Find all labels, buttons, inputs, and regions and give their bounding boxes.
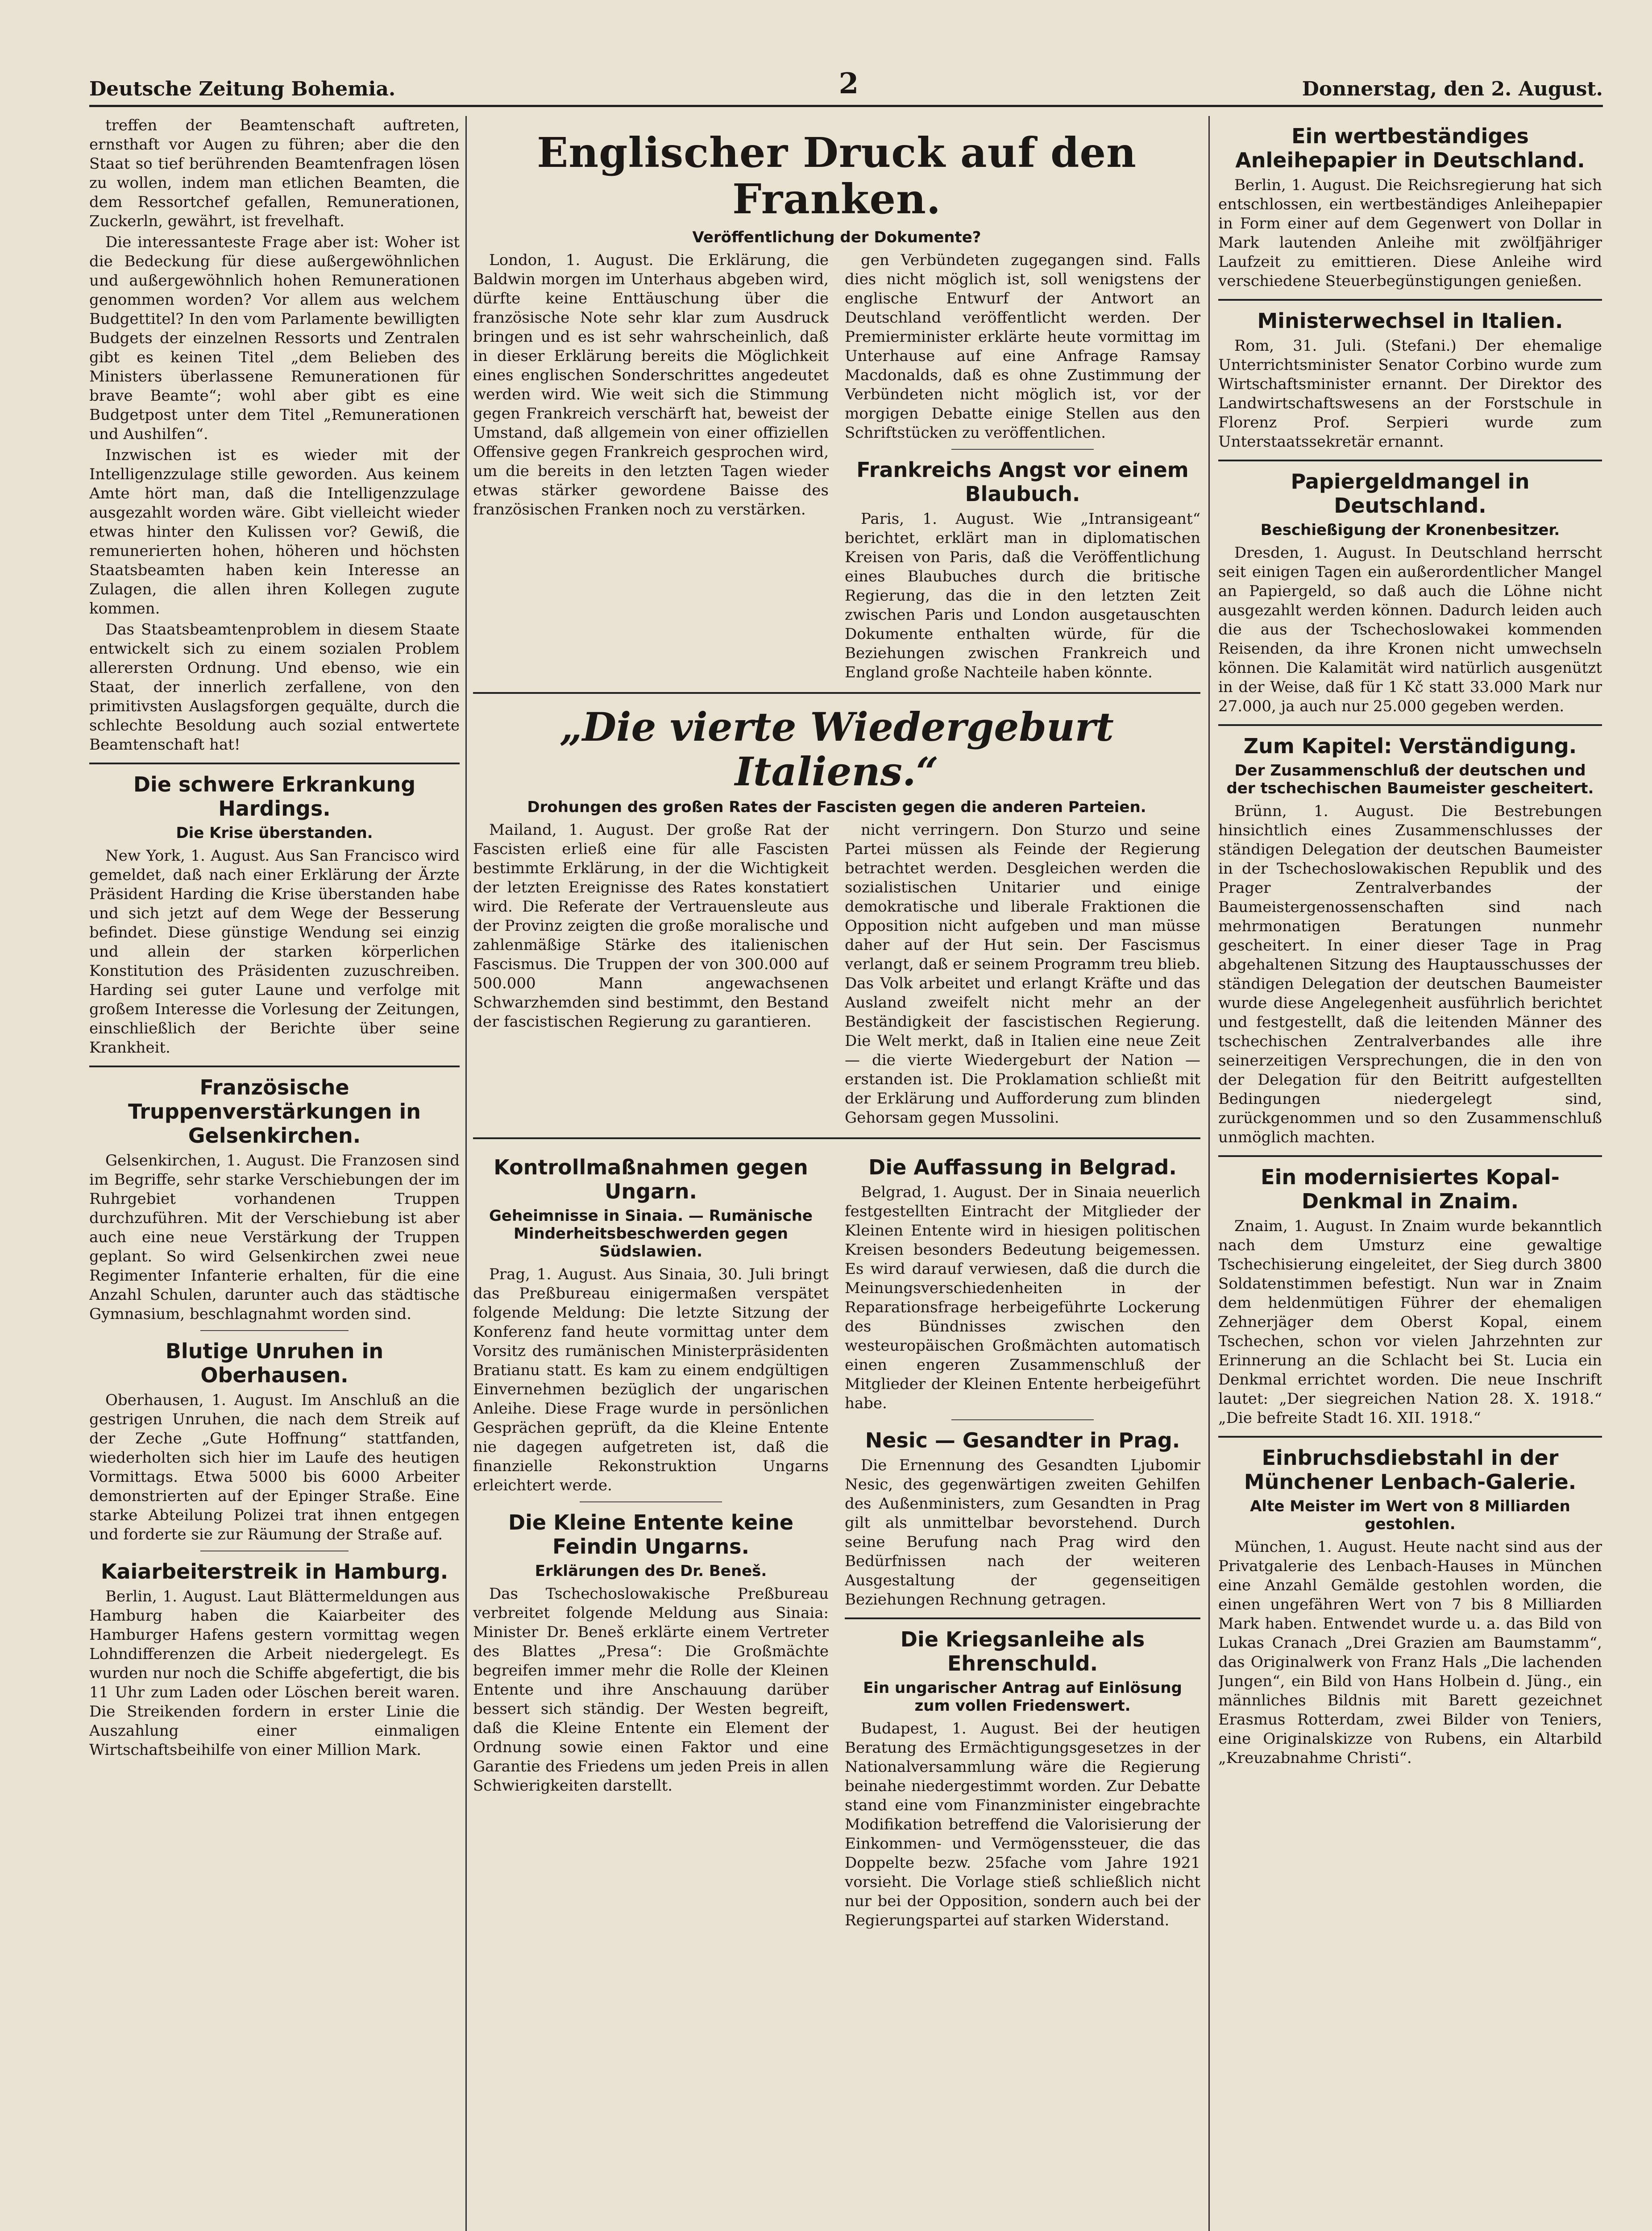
headline-belgrad: Die Auffassung in Belgrad. bbox=[868, 1155, 1177, 1179]
article-column bbox=[473, 821, 829, 1129]
headline-blaubuch: Frankreichs Angst vor einem Blaubuch. bbox=[856, 458, 1189, 506]
subheadline: Drohungen des großen Rates der Fascisten gegen die anderen Parteien. bbox=[527, 798, 1146, 816]
article-divider bbox=[1218, 724, 1602, 726]
article-text: Das Staatsbeamtenproblem in diesem Staate entwickelt sich zu einem sozialen Problem allerersten Ordnung. Und ebenso, wie ein Staat, der innerlich zerfallene, von den primitivsten Auslagsforgen gequälte, durch die schlechte Besoldung auch sozial entwertete Beamtenschaft hat! bbox=[89, 621, 460, 754]
newspaper-name: Deutsche Zeitung Bohemia. bbox=[89, 78, 396, 100]
article-divider bbox=[951, 1419, 1094, 1420]
article-divider bbox=[1218, 1436, 1602, 1438]
article-text: nicht verringern. Don Sturzo und seine Partei müssen als Feinde der Regierung betrachtet werden. Desgleichen werden die sozialistischen Unitarier und einige demokratische und liberale Fraktionen die Opposition nicht aufgeben und man müsse daher auf der Hut sein. Der Fascismus verlangt, daß er seinem Programm treu blieb. Das Volk arbeitet und erlangt Kräfte und das Ausland zweifelt nicht mehr an der Beständigkeit der fascistischen Regierung. Die Welt merkt, daß in Italien eine neue Zeit — die vierte Wiedergeburt der Nation — erstanden ist. Die Proklamation schließt mit der Erklärung und Aufforderung zum blinden Gehorsam gegen Mussolini. bbox=[845, 821, 1200, 1127]
headline-ministerwechsel: Ministerwechsel in Italien. bbox=[1257, 309, 1563, 333]
article-text: Dresden, 1. August. In Deutschland herrscht seit einigen Tagen ein außerordentlicher Mangel an Papiergeld, so daß auch die Löhne nicht ausgezahlt werden können. Dadurch leiden auch die aus der Tschechoslowakei kommenden Reisenden, da ihre Kronen nicht umwechseln können. Die Kalamität wird natürlich ausgenützt in der Weise, daß für 1 Kč statt 33.000 Mark nur 27.000, ja auch nur 25.000 gegeben werden. bbox=[1218, 544, 1602, 715]
headline-verstaendigung: Zum Kapitel: Verständigung. bbox=[1243, 734, 1577, 758]
article-text: Oberhausen, 1. August. Im Anschluß an die gestrigen Unruhen, die nach dem Streik auf der Zeche „Gute Hoffnung“ stattfanden, wiederholten sich hier im Laufe des heutigen Vormittags. Etwa 5000 bis 6000 Arbeiter demonstrierten auf der Epinger Straße. Eine starke Abteilung Polizei trat ihnen entgegen und forderte sie zur Räumung der Straße auf. bbox=[89, 1391, 460, 1543]
article-text: gen Verbündeten zugegangen sind. Falls dies nicht möglich ist, soll wenigstens der englische Entwurf der Antwort an Deutschland veröffentlicht werden. Der Premierminister erklärte heute vormittag im Unterhause auf eine Anfrage Ramsay Macdonalds, daß es ohne Zustimmung der Verbündeten nicht möglich ist, vor der morgigen Debatte einige Stellen aus den Schriftstücken zu veröffentlichen. bbox=[845, 251, 1200, 442]
subheadline: Ein ungarischer Antrag auf Einlösung zum vollen Friedenswert. bbox=[863, 1679, 1182, 1715]
subheadline: Beschießigung der Kronenbesitzer. bbox=[1260, 521, 1560, 539]
article-text: Belgrad, 1. August. Der in Sinaia neuerlich festgestellten Eintracht der Mitglieder der Kleinen Entente wird in hiesigen politischen Kreisen besonders Bedeutung beigemessen. Es wird darauf verwiesen, daß die durch die Meinungsverschiedenheiten in der Reparationsfrage herbeigeführte Lockerung des Bündnisses zwischen den westeuropäischen Großmächten automatisch einen engeren Zusammenschluß der Mitglieder der Kleinen Entente herbeigeführt habe. bbox=[845, 1183, 1200, 1412]
column-4 bbox=[1218, 116, 1602, 2231]
subheadline: Die Krise überstanden. bbox=[176, 824, 373, 842]
headline-hamburg: Kaiarbeiterstreik in Hamburg. bbox=[100, 1559, 448, 1584]
headline-kriegsanleihe: Die Kriegsanleihe als Ehrenschuld. bbox=[900, 1627, 1145, 1675]
page-header bbox=[89, 67, 1603, 107]
article-column bbox=[845, 821, 1200, 1129]
column-1 bbox=[89, 116, 460, 2231]
page-number: 2 bbox=[838, 67, 859, 100]
article-text: Die Ernennung des Gesandten Ljubomir Nesic, des gegenwärtigen zweiten Gehilfen des Außenministers, zum Gesandten in Prag gilt als unmittelbar bevorstehend. Durch seine Berufung nach Prag wird den Bedürfnissen nach der weiteren Ausgestaltung der gegenseitigen Beziehungen Rechnung getragen. bbox=[845, 1456, 1200, 1609]
subheadline: Der Zusammenschluß der deutschen und der tschechischen Baumeister gescheitert. bbox=[1226, 762, 1594, 797]
article-italien bbox=[473, 821, 1200, 1129]
headline-kopal-denkmal: Ein modernisiertes Kopal-Denkmal in Znaim. bbox=[1261, 1165, 1560, 1213]
headline-oberhausen: Blutige Unruhen in Oberhausen. bbox=[165, 1339, 384, 1387]
headline-nesic: Nesic — Gesandter in Prag. bbox=[865, 1428, 1180, 1452]
headline-lenbach-galerie: Einbruchsdiebstahl in der Münchener Lenbach-Galerie. bbox=[1244, 1446, 1577, 1494]
article-text: treffen der Beamtenschaft auftreten, ernsthaft vor Augen zu führen; aber die den Staat so tief berührenden Beamtenfragen lösen zu wollen, indem man etlichen Beamten, die dem Ressortchef gefallen, Remunerationen, Zuckerln, gewährt, ist frevelhaft. bbox=[89, 116, 460, 230]
article-text: Die interessanteste Frage aber ist: Woher ist die Bedeckung für diese außergewöhnlichen und außergewöhnlich hohen Remunerationen genommen worden? Vor allem aus welchem Budgettitel? In den vom Parlamente bewilligten Budgets der einzelnen Ressorts und Zentralen gibt es keinen Titel „dem Belieben des Ministers überlassene Remunerationen für brave Beamte“; wohl aber gibt es eine Budgetpost unter dem Titel „Remunerationen und Aushilfen“. bbox=[89, 233, 460, 443]
article-text: Berlin, 1. August. Die Reichsregierung hat sich entschlossen, ein wertbeständiges Anleihepapier in Form einer auf dem Gegenwert von Dollar in Mark lautenden Anleihe mit zwölfjähriger Laufzeit zu emittieren. Diese Anleihe wird verschiedene Steuerbegünstigungen genießen. bbox=[1218, 176, 1602, 290]
article-text: München, 1. August. Heute nacht sind aus der Privatgalerie des Lenbach-Hauses in München eine Anzahl Gemälde gestohlen worden, die einen ungefähren Wert von 7 bis 8 Milliarden Mark haben. Entwendet wurde u. a. das Bild von Lukas Cranach „Drei Grazien am Baumstamm“, das Originalwerk von Franz Hals „Die lachenden Jungen“, ein Bild von Hans Holbein d. Jüng., ein männliches Bildnis mit Barett gezeichnet Erasmus Rotterdam, zwei Bilder von Teniers, eine Originalskizze von Rubens, ein Altarbild „Kreuzabnahme Christi“. bbox=[1218, 1538, 1602, 1767]
article-divider bbox=[1218, 299, 1602, 301]
headline-anleihepapier: Ein wertbeständiges Anleihepapier in Deutschland. bbox=[1235, 124, 1585, 172]
article-column bbox=[845, 251, 1200, 684]
article-text: Rom, 31. Juli. (Stefani.) Der ehemalige Unterrichtsminister Senator Corbino wurde zum Wirtschaftsminister ernannt. Der Direktor des Landwirtschaftswesens an der Forstschule in Florenz Prof. Serpieri wurde zum Unterstaatssekretär ernannt. bbox=[1218, 337, 1602, 451]
article-column bbox=[845, 1147, 1200, 1932]
article-divider bbox=[845, 1617, 1200, 1619]
article-text: Budapest, 1. August. Bei der heutigen Beratung des Ermächtigungsgesetzes in der Nationalversammlung wäre die Regierung beinahe niedergestimmt worden. Zur Debatte stand eine vom Finanzminister eingebrachte Modifikation betreffend die Valorisierung der Einkommen- und Vermögenssteuer, die das Doppelte bezw. 25fache vom Jahre 1921 vorsieht. Die Vorlage stieß schließlich nicht nur bei der Opposition, sondern auch bei der Regierungspartei auf starken Widerstand. bbox=[845, 1720, 1200, 1929]
article-text: New York, 1. August. Aus San Francisco wird gemeldet, daß nach einer Erklärung der Ärzte Präsident Harding die Krise überstanden habe und sich jetzt auf dem Wege der Besserung befindet. Diese günstige Wendung sei einzig und allein der starken körperlichen Konstitution des Präsidenten zuzuschreiben. Harding sei guter Laune und verfolge mit großem Interesse die Vorlesung der Zeitungen, einschließlich der Berichte über seine Krankheit. bbox=[89, 847, 460, 1057]
article-text: Brünn, 1. August. Die Bestrebungen hinsichtlich eines Zusammenschlusses der ständigen Delegation der deutschen Baumeister in der Tschechoslowakischen Republik und des Prager Zentralverbandes der Baumeistergenossenschaften sind nach mehrmonatigen Beratungen nunmehr gescheitert. In einer dieser Tage in Prag abgehaltenen Sitzung des Hauptausschusses der ständigen Delegation der deutschen Baumeister wurde diese Angelegenheit ausführlich berichtet und festgestellt, daß die leitenden Männer des tschechischen Zentralverbandes alle ihre seinerzeitigen Versprechungen, die in den von der Delegation für den Beitritt aufgestellten Bedingungen niedergelegt sind, zurückgenommen und so den Zusammenschluß unmöglich machten. bbox=[1218, 802, 1602, 1146]
article-text: Gelsenkirchen, 1. August. Die Franzosen sind im Begriffe, sehr starke Verschiebungen der im Ruhrgebiet vorhandenen Truppen durchzuführen. Mit der Verschiebung ist aber auch eine neue Verstärkung der Truppen geplant. So wird Gelsenkirchen zwei neue Regimenter Infanterie erhalten, für die eine Anzahl Schulen, darunter auch das städtische Gymnasium, beschlagnahmt worden sind. bbox=[89, 1152, 460, 1323]
article-divider bbox=[1218, 460, 1602, 461]
article-divider bbox=[89, 763, 460, 764]
article-text: London, 1. August. Die Erklärung, die Baldwin morgen im Unterhaus abgeben wird, dürfte keine Enttäuschung über die französische Note sehr klar zum Ausdruck bringen und es ist sehr wahrscheinlich, daß in dieser Erklärung bereits die Möglichkeit eines englischen Sonderschrittes angedeutet werden wird. Wie weit sich die Stimmung gegen Frankreich verschärft hat, beweist der Umstand, daß allgemein von einer offiziellen Offensive gegen Frankreich gesprochen wird, um die bereits in den letzten Tagen wieder etwas stärker gewordene Baisse des französischen Franken noch zu verstärken. bbox=[473, 251, 829, 518]
article-text: Das Tschechoslowakische Preßbureau verbreitet folgende Meldung aus Sinaia: Minister Dr. Beneš erklärte einem Vertreter des Blattes „Presa“: Die Großmächte begreifen immer mehr die Rolle der Kleinen Entente und ihre Anschauung darüber bessert sich ständig. Der Westen begreift, daß die Kleine Entente ein Element der Ordnung sowie einen Faktor und eine Garantie des Friedens um jeden Preis in allen Schwierigkeiten darstellt. bbox=[473, 1585, 829, 1795]
article-text: Znaim, 1. August. In Znaim wurde bekanntlich nach dem Umsturz eine gewaltige Tschechisierung eingeleitet, der Sieg durch 3800 Soldatenstimmen befestigt. Nun war in Znaim dem heldenmütigen Führer der ehemaligen Zehnerjäger dem Oberst Kopal, einem Tschechen, schon vor vielen Jahrzehnten zur Erinnerung an die Schlacht bei St. Lucia ein Denkmal errichtet worden. Die neue Inschrift lautet: „Der siegreichen Nation 28. X. 1918.“ „Die befreite Stadt 16. XII. 1918.“ bbox=[1218, 1217, 1602, 1427]
article-column bbox=[473, 251, 829, 684]
column-rule bbox=[465, 116, 467, 2231]
column-rule bbox=[1208, 116, 1210, 2231]
column-2-3 bbox=[473, 116, 1200, 2231]
article-text: Paris, 1. August. Wie „Intransigeant“ berichtet, erklärt man in diplomatischen Kreisen von Paris, daß die Veröffentlichung eines Blaubuches durch die britische Regierung, das die in den letzten Zeit zwischen Paris und London ausgetauschten Dokumente enthalten würde, für die Beziehungen zwischen Frankreich und England große Nachteile haben könnte. bbox=[845, 510, 1200, 681]
article-column bbox=[473, 1147, 829, 1932]
headline-gelsenkirchen: Französische Truppenverstärkungen in Gelsenkirchen. bbox=[128, 1075, 421, 1148]
headline-kontrollmassnahmen: Kontrollmaßnahmen gegen Ungarn. bbox=[494, 1155, 808, 1203]
article-divider bbox=[473, 692, 1200, 694]
article-divider bbox=[580, 1501, 722, 1502]
issue-date: Donnerstag, den 2. August. bbox=[1302, 78, 1603, 100]
article-text: Prag, 1. August. Aus Sinaia, 30. Juli bringt das Preßbureau einigermaßen verspätet folgende Meldung: Die letzte Sitzung der Konferenz fand heute vormittag unter dem Vorsitz des rumänischen Ministerpräsidenten Bratianu statt. Es kam zu einem endgültigen Einvernehmen bezüglich der ungarischen Anleihe. Diese Frage wurde in persönlichen Gesprächen geprüft, da die Kleine Entente nie dagegen aufgetreten ist, daß die finanzielle Rekonstruktion Ungarns erleichtert werde. bbox=[473, 1265, 829, 1494]
headline-kleine-entente: Die Kleine Entente keine Feindin Ungarns. bbox=[508, 1510, 794, 1559]
headline-papiergeldmangel: Papiergeldmangel in Deutschland. bbox=[1291, 469, 1530, 518]
subheadline: Erklärungen des Dr. Beneš. bbox=[535, 1562, 767, 1580]
subheadline: Veröffentlichung der Dokumente? bbox=[692, 228, 981, 246]
lower-articles bbox=[473, 1147, 1200, 1932]
headline-franken: Englischer Druck auf den Franken. bbox=[537, 129, 1137, 223]
article-text: Berlin, 1. August. Laut Blättermeldungen aus Hamburg haben die Kaiarbeiter des Hamburger Hafens gestern vormittag wegen Lohndifferenzen die Arbeit niedergelegt. Es wurden nur noch die Schiffe abgefertigt, die bis 11 Uhr zum Laden oder Löschen bereit waren. Die Streikenden fordern in erster Linie die Auszahlung einer einmaligen Wirtschaftsbeihilfe von einer Million Mark. bbox=[89, 1588, 460, 1759]
subheadline: Alte Meister im Wert von 8 Milliarden gestohlen. bbox=[1250, 1497, 1570, 1533]
article-divider bbox=[951, 449, 1094, 450]
headline-italien: „Die vierte Wiedergeburt Italiens.“ bbox=[560, 704, 1114, 795]
article-divider bbox=[1218, 1155, 1602, 1157]
article-divider bbox=[473, 1137, 1200, 1139]
article-text: Inzwischen ist es wieder mit der Intelligenzzulage stille geworden. Aus keinem Amte hört man, daß die Intelligenzzulage ausgezahlt worden wäre. Gibt vielleicht wieder etwas hinter den Kulissen vor? Gewiß, die remunerierten hohen, höheren und höchsten Staatsbeamten haben kein Interesse an Zulagen, die allen ihren Kollegen zugute kommen. bbox=[89, 446, 460, 618]
headline-harding: Die schwere Erkrankung Hardings. bbox=[133, 772, 416, 821]
article-divider bbox=[200, 1330, 349, 1331]
article-divider bbox=[89, 1066, 460, 1067]
article-text: Mailand, 1. August. Der große Rat der Fascisten erließ eine für alle Fascisten bestimmte Erklärung, in der die Wichtigkeit der letzten Ereignisse des Rates konstatiert wird. Die Referate der Vertrauensleute aus der Provinz zeigten die große moralische und zahlenmäßige Stärke des italienischen Fascismus. Die Truppen der von 300.000 auf 500.000 Mann angewachsenen Schwarzhemden sind bestimmt, den Bestand der fascistischen Regierung zu garantieren. bbox=[473, 821, 829, 1031]
article-franken bbox=[473, 251, 1200, 684]
subheadline: Geheimnisse in Sinaia. — Rumänische Minderheitsbeschwerden gegen Südslawien. bbox=[489, 1207, 813, 1261]
